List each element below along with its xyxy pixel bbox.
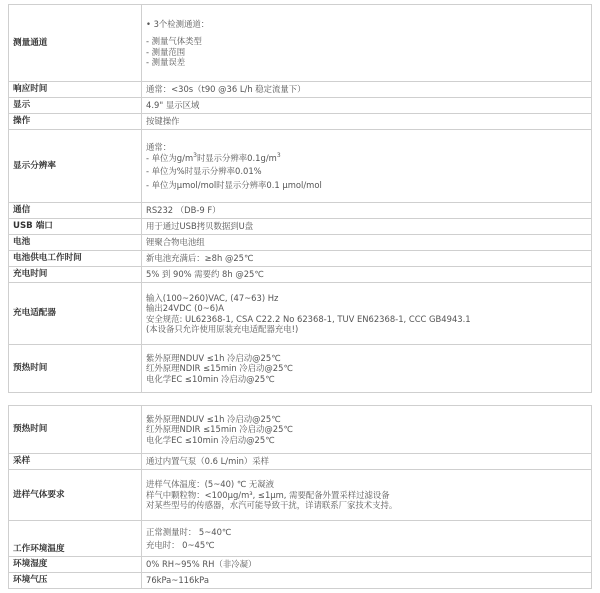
row-label: 显示: [9, 98, 142, 114]
row-value: RS232 （DB-9 F）: [142, 203, 592, 219]
table-gap-row: [9, 393, 592, 406]
row-label: 操作: [9, 114, 142, 130]
value-line: - 测量气体类型: [146, 36, 202, 46]
row-label: USB 端口: [9, 219, 142, 235]
value-line: 红外原理NDIR ≤15min 冷启动@25℃: [146, 363, 293, 374]
table-row: [9, 5, 592, 82]
row-value: 新电池充满后：≥8h @25℃: [142, 251, 592, 267]
row-value: [142, 345, 592, 393]
row-label: 通信: [9, 203, 142, 219]
row-value: [142, 130, 592, 203]
spec-table: [8, 4, 592, 589]
row-value: [142, 470, 592, 521]
row-value: 5% 到 90% 需要约 8h @25℃: [142, 267, 592, 283]
row-value: [142, 5, 592, 82]
value-line: [146, 153, 587, 164]
value-line: 样气中颗粒物：<100μg/m³, ≤1μm, 需要配备外置采样过滤设备: [146, 489, 390, 500]
value-line: 通常：: [146, 142, 172, 152]
value-line: 电化学EC ≤10min 冷启动@25℃: [146, 373, 275, 384]
value-text: 时显示分辨率0.1g/m: [196, 152, 277, 163]
table-row: [9, 283, 592, 345]
table-row: [9, 573, 592, 589]
row-label: 响应时间: [9, 82, 142, 98]
row-value: [142, 521, 592, 557]
table-row: [9, 82, 592, 98]
row-label: 采样: [9, 454, 142, 470]
table-row: [9, 454, 592, 470]
row-value: 76kPa~116kPa: [142, 573, 592, 589]
value-line: - 单位为%时显示分辨率0.01%: [146, 166, 262, 176]
value-line: • 3个检测通道：: [146, 18, 210, 29]
table-row: [9, 521, 592, 557]
table-row: [9, 235, 592, 251]
table-row: [9, 470, 592, 521]
row-value: 锂聚合物电池组: [142, 235, 592, 251]
row-value: [142, 283, 592, 345]
row-label: 工作环境温度: [9, 521, 142, 557]
value-line: - 单位为μmol/mol时显示分辨率0.1 μmol/mol: [146, 179, 322, 190]
row-label: 电池供电工作时间: [9, 251, 142, 267]
value-line: 进样气体温度：(5~40) ℃ 无凝液: [146, 479, 275, 490]
value-line: 正常测量时： 5~40℃: [146, 526, 232, 537]
value-line: 对某些型号的传感器，水汽可能导致干扰，详请联系厂家技术支持。: [146, 500, 398, 511]
row-label: 充电适配器: [9, 283, 142, 345]
row-value: 4.9" 显示区域: [142, 98, 592, 114]
value-line: - 测量误差: [146, 57, 186, 67]
value-line: 输出24VDC (0~6)A: [146, 303, 225, 313]
superscript: 3: [193, 151, 197, 159]
row-label: 测量通道: [9, 5, 142, 82]
value-text: - 单位为g/m: [146, 152, 194, 163]
value-line: 紫外原理NDUV ≤1h 冷启动@25℃: [146, 352, 281, 363]
row-value: 用于通过USB拷贝数据到U盘: [142, 219, 592, 235]
value-line: 输入(100~260)VAC, (47~63) Hz: [146, 292, 279, 303]
row-value: 0% RH~95% RH（非冷凝）: [142, 557, 592, 573]
row-value: 通过内置气泵（0.6 L/min）采样: [142, 454, 592, 470]
row-label: 进样气体要求: [9, 470, 142, 521]
table-row: [9, 557, 592, 573]
superscript: 3: [276, 151, 281, 159]
table-row: [9, 130, 592, 203]
table-row: [9, 203, 592, 219]
table-row: [9, 406, 592, 454]
row-label: 预热时间: [9, 406, 142, 454]
value-line: 充电时： 0~45℃: [146, 540, 215, 550]
row-label: 显示分辨率: [9, 130, 142, 203]
table-row: [9, 251, 592, 267]
value-line: 电化学EC ≤10min 冷启动@25℃: [146, 434, 275, 445]
value-line: 红外原理NDIR ≤15min 冷启动@25℃: [146, 424, 293, 435]
value-line: 安全规范: UL62368-1, CSA C22.2 No 62368-1, TUV EN62368-1, CCC GB4943.1: [146, 313, 471, 324]
table-row: [9, 267, 592, 283]
row-value: [142, 406, 592, 454]
row-label: 环境湿度: [9, 557, 142, 573]
table-row: [9, 114, 592, 130]
row-label: 预热时间: [9, 345, 142, 393]
row-value: 通常：<30s（t90 @36 L/h 稳定流量下）: [142, 82, 592, 98]
row-label: 环境气压: [9, 573, 142, 589]
row-value: 按键操作: [142, 114, 592, 130]
table-row: [9, 219, 592, 235]
row-label: 充电时间: [9, 267, 142, 283]
value-line: (本设备只允许使用原装充电适配器充电!): [146, 324, 299, 334]
table-row: [9, 98, 592, 114]
value-line: - 测量范围: [146, 46, 186, 57]
row-label: 电池: [9, 235, 142, 251]
value-line: 紫外原理NDUV ≤1h 冷启动@25℃: [146, 413, 281, 424]
table-row: [9, 345, 592, 393]
